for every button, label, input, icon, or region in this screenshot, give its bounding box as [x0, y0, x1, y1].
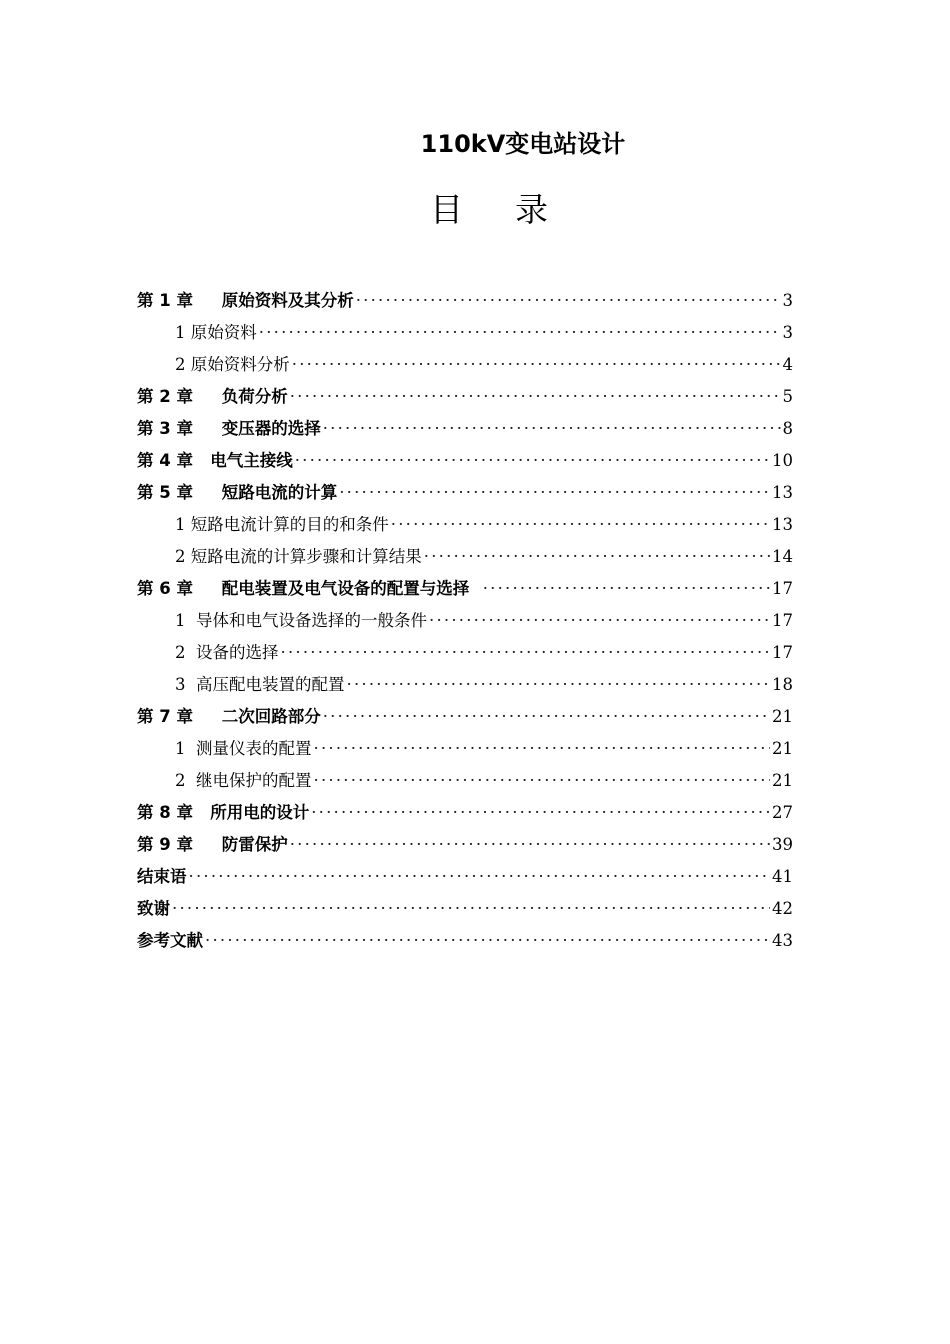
toc-chapter-entry[interactable]	[137, 575, 793, 607]
table-of-contents	[137, 287, 793, 959]
dot-leader	[281, 643, 771, 662]
toc-entry-label: 1 测量仪表的配置	[175, 739, 312, 758]
toc-page-number: 43	[772, 931, 793, 950]
toc-page-number: 14	[772, 547, 793, 566]
toc-chapter-entry[interactable]	[137, 383, 793, 415]
toc-page-number: 21	[772, 707, 793, 726]
toc-entry-label: 参考文献	[137, 931, 203, 950]
toc-page-number: 17	[772, 611, 793, 630]
toc-entry-label: 第 8 章 所用电的设计	[137, 803, 310, 822]
toc-page-number: 4	[782, 355, 793, 374]
toc-entry-label: 第 3 章 变压器的选择	[137, 419, 321, 438]
toc-page-number: 42	[772, 899, 793, 918]
dot-leader	[290, 835, 770, 854]
toc-page-number: 5	[782, 387, 793, 406]
dot-leader	[323, 707, 770, 726]
toc-heading: 目录	[430, 190, 600, 229]
toc-entry-label: 1 导体和电气设备选择的一般条件	[175, 611, 427, 630]
dot-leader	[292, 355, 781, 374]
dot-leader	[339, 483, 770, 502]
toc-entry-label: 第 9 章 防雷保护	[137, 835, 288, 854]
toc-section-entry[interactable]	[137, 767, 793, 799]
toc-page-number: 13	[772, 515, 793, 534]
toc-page-number: 41	[772, 867, 793, 886]
dot-leader	[424, 547, 770, 566]
dot-leader	[295, 451, 770, 470]
toc-chapter-entry[interactable]	[137, 415, 793, 447]
toc-chapter-entry[interactable]	[137, 895, 793, 927]
toc-page-number: 18	[772, 675, 793, 694]
toc-chapter-entry[interactable]	[137, 447, 793, 479]
toc-chapter-entry[interactable]	[137, 287, 793, 319]
toc-entry-label: 2 继电保护的配置	[175, 771, 312, 790]
toc-entry-label: 第 2 章 负荷分析	[137, 387, 288, 406]
toc-chapter-entry[interactable]	[137, 863, 793, 895]
toc-page-number: 17	[772, 579, 793, 598]
toc-entry-label: 第 1 章 原始资料及其分析	[137, 291, 354, 310]
toc-page-number: 8	[782, 419, 793, 438]
toc-entry-label: 第 7 章 二次回路部分	[137, 707, 321, 726]
toc-entry-label: 第 4 章 电气主接线	[137, 451, 293, 470]
toc-entry-label: 第 5 章 短路电流的计算	[137, 483, 338, 502]
toc-page-number: 3	[782, 323, 793, 342]
toc-page-number: 13	[772, 483, 793, 502]
toc-page-number: 21	[772, 739, 793, 758]
dot-leader	[391, 515, 770, 534]
toc-entry-label: 1 短路电流计算的目的和条件	[175, 515, 389, 534]
toc-section-entry[interactable]	[137, 511, 793, 543]
toc-entry-label: 致谢	[137, 899, 170, 918]
toc-chapter-entry[interactable]	[137, 703, 793, 735]
toc-section-entry[interactable]	[137, 351, 793, 383]
toc-entry-label: 2 短路电流的计算步骤和计算结果	[175, 547, 422, 566]
toc-page-number: 21	[772, 771, 793, 790]
dot-leader	[323, 419, 781, 438]
toc-section-entry[interactable]	[137, 639, 793, 671]
dot-leader	[311, 803, 770, 822]
toc-chapter-entry[interactable]	[137, 479, 793, 511]
toc-entry-label: 1 原始资料	[175, 323, 257, 342]
toc-chapter-entry[interactable]	[137, 927, 793, 959]
toc-section-entry[interactable]	[137, 319, 793, 351]
toc-entry-label: 第 6 章 配电装置及电气设备的配置与选择	[137, 579, 481, 598]
dot-leader	[483, 579, 770, 598]
toc-page-number: 39	[772, 835, 793, 854]
toc-page-number: 3	[782, 291, 793, 310]
dot-leader	[347, 675, 771, 694]
toc-entry-label: 2 设备的选择	[175, 643, 279, 662]
toc-page-number: 27	[772, 803, 793, 822]
toc-entry-label: 结束语	[137, 867, 187, 886]
dot-leader	[172, 899, 770, 918]
toc-section-entry[interactable]	[137, 735, 793, 767]
toc-chapter-entry[interactable]	[137, 831, 793, 863]
toc-entry-label: 3 高压配电装置的配置	[175, 675, 345, 694]
toc-page-number: 17	[772, 643, 793, 662]
dot-leader	[429, 611, 770, 630]
dot-leader	[259, 323, 781, 342]
toc-chapter-entry[interactable]	[137, 799, 793, 831]
dot-leader	[205, 931, 770, 950]
dot-leader	[314, 771, 771, 790]
dot-leader	[290, 387, 781, 406]
toc-section-entry[interactable]	[137, 543, 793, 575]
toc-section-entry[interactable]	[137, 671, 793, 703]
dot-leader	[189, 867, 771, 886]
dot-leader	[356, 291, 781, 310]
toc-section-entry[interactable]	[137, 607, 793, 639]
toc-entry-label: 2 原始资料分析	[175, 355, 290, 374]
dot-leader	[314, 739, 771, 758]
document-title: 110kV变电站设计	[420, 130, 626, 158]
toc-page-number: 10	[772, 451, 793, 470]
